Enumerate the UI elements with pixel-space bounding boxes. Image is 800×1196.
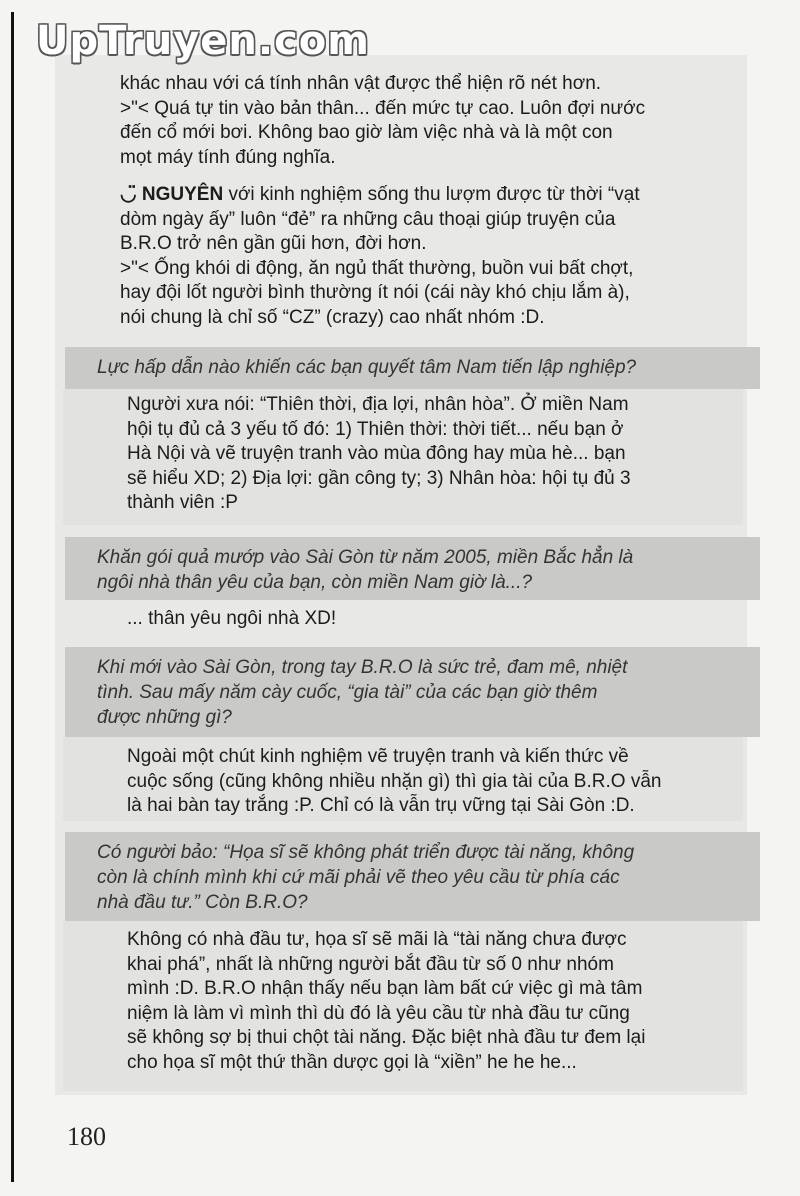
text-line: niệm là làm vì mình thì dù đó là yêu cầu từ nhà đầu tư cũng <box>127 1002 630 1024</box>
answer-1 <box>127 393 737 516</box>
question-line: tình. Sau mấy năm cày cuốc, “gia tài” của các bạn giờ thêm <box>97 682 598 703</box>
text-line: cho họa sĩ một thứ thần dược gọi là “xiền” he he he... <box>127 1051 577 1073</box>
question-line: được những gì? <box>97 707 232 728</box>
smiley-icon: ◡̈ <box>120 184 137 205</box>
text-line: >"< Ống khói di động, ăn ngủ thất thường, buồn vui bất chợt, <box>120 257 634 279</box>
question-line: Có người bảo: “Họa sĩ sẽ không phát triển được tài năng, không <box>97 842 635 863</box>
text-line: sẽ không sợ bị thui chột tài năng. Đặc biệt nhà đầu tư đem lại <box>127 1027 646 1048</box>
text-line: >"< Quá tự tin vào bản thân... đến mức tự cao. Luôn đợi nước <box>120 97 646 119</box>
text-line: hội tụ đủ cả 3 yếu tố đó: 1) Thiên thời: thời tiết... nếu bạn ở <box>127 418 624 440</box>
text-line: khác nhau với cá tính nhân vật được thể hiện rõ nét hơn. <box>120 73 602 94</box>
intro-paragraph-1 <box>120 72 730 170</box>
text-line: đến cổ mới bơi. Không bao giờ làm việc nhà và là một con <box>120 122 613 143</box>
question-box-2 <box>65 537 760 600</box>
answer-2 <box>127 607 737 632</box>
text-line: thành viên :P <box>127 492 238 513</box>
text-line: Hà Nội và vẽ truyện tranh vào mùa đông hay mùa hè... bạn <box>127 443 626 464</box>
text-line: Người xưa nói: “Thiên thời, địa lợi, nhân hòa”. Ở miền Nam <box>127 394 629 415</box>
text-line: nói chung là chỉ số “CZ” (crazy) cao nhất nhóm :D. <box>120 306 545 328</box>
text-line: cuộc sống (cũng không nhiều nhặn gì) thì gia tài của B.R.O vẫn <box>127 770 662 792</box>
question-line: ngôi nhà thân yêu của bạn, còn miền Nam giờ là...? <box>97 572 533 593</box>
text-line: mình :D. B.R.O nhận thấy nếu bạn làm bất cứ việc gì mà tâm <box>127 978 643 999</box>
text-line: B.R.O trở nên gần gũi hơn, đời hơn. <box>120 233 427 254</box>
text-line: khai phá”, nhất là những người bắt đầu từ số 0 như nhóm <box>127 953 614 975</box>
text-line: Ngoài một chút kinh nghiệm vẽ truyện tranh và kiến thức về <box>127 746 629 767</box>
text-line: sẽ hiểu XD; 2) Địa lợi: gần công ty; 3) Nhân hòa: hội tụ đủ 3 <box>127 467 631 489</box>
question-box-1 <box>65 347 760 389</box>
page-spine-line <box>11 12 14 1182</box>
text-line: dòm ngày ấy” luôn “đẻ” ra những câu thoại giúp truyện của <box>120 208 616 230</box>
page-number: 180 <box>67 1122 106 1151</box>
member-name: NGUYÊN <box>141 184 224 205</box>
question-line: Khi mới vào Sài Gòn, trong tay B.R.O là sức trẻ, đam mê, nhiệt <box>97 657 628 678</box>
text-line: với kinh nghiệm sống thu lượm được từ thời “vạt <box>223 184 640 205</box>
question-line: nhà đầu tư.” Còn B.R.O? <box>97 892 308 913</box>
question-line: Khăn gói quả mướp vào Sài Gòn từ năm 2005, miền Bắc hẳn là <box>97 547 634 568</box>
question-box-4 <box>65 832 760 921</box>
text-line: ... thân yêu ngôi nhà XD! <box>127 608 337 629</box>
text-line: mọt máy tính đúng nghĩa. <box>120 146 336 168</box>
answer-4 <box>127 928 737 1075</box>
question-line: còn là chính mình khi cứ mãi phải vẽ theo yêu cầu từ phía các <box>97 867 620 888</box>
answer-3 <box>127 745 737 819</box>
watermark-logo: UpTruyen.com <box>36 18 370 64</box>
text-line: Không có nhà đầu tư, họa sĩ sẽ mãi là “tài năng chưa được <box>127 929 627 950</box>
question-box-3 <box>65 647 760 737</box>
text-line: là hai bàn tay trắng :P. Chỉ có là vẫn trụ vững tại Sài Gòn :D. <box>127 795 635 816</box>
intro-paragraph-2 <box>120 183 730 330</box>
question-line: Lực hấp dẫn nào khiến các bạn quyết tâm Nam tiến lập nghiệp? <box>97 357 637 378</box>
text-line: hay đội lốt người bình thường ít nói (cái này khó chịu lắm à), <box>120 282 630 303</box>
